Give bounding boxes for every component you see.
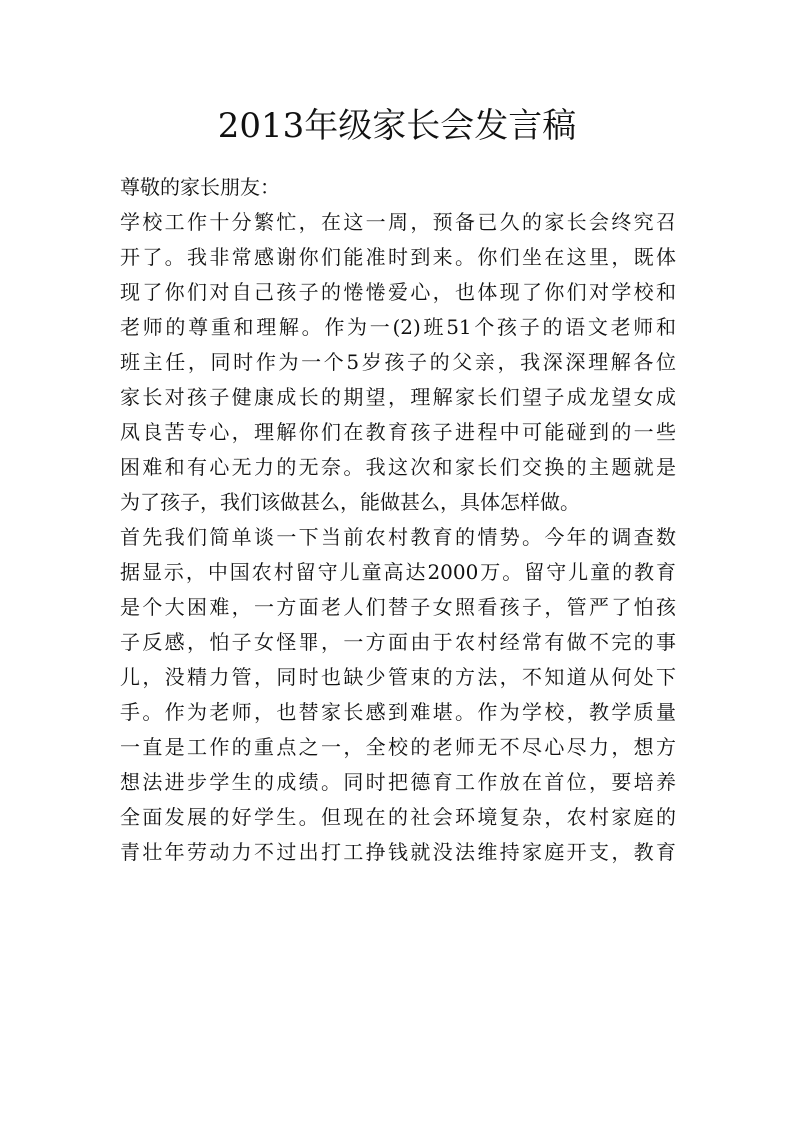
text-line: 首先我们简单谈一下当前农村教育的情势。今年的调查数 [120,525,676,549]
text-line: 家长对孩子健康成长的期望，理解家长们望子成龙望女成 [120,385,676,409]
text-line: 现了你们对自己孩子的惓惓爱心，也体现了你们对学校和 [120,280,676,304]
text-line: 子反感，怕子女怪罪，一方面由于农村经常有做不完的事 [120,630,676,654]
text-line: 困难和有心无力的无奈。我这次和家长们交换的主题就是 [120,455,676,479]
salutation-line: 尊敬的家长朋友： [120,175,280,199]
text-line: 老师的尊重和理解。作为一(2)班51个孩子的语文老师和 [120,315,676,339]
text-line: 儿，没精力管，同时也缺少管束的方法，不知道从何处下 [120,665,676,689]
text-line: 手。作为老师，也替家长感到难堪。作为学校，教学质量 [120,700,676,724]
text-line: 想法进步学生的成绩。同时把德育工作放在首位，要培养 [120,770,676,794]
document-title: 2013年级家长会发言稿 [217,106,577,146]
text-line: 开了。我非常感谢你们能准时到来。你们坐在这里，既体 [120,245,676,269]
text-line: 全面发展的好学生。但现在的社会环境复杂，农村家庭的 [120,805,676,829]
text-line: 是个大困难，一方面老人们替子女照看孩子，管严了怕孩 [120,595,676,619]
text-line: 班主任，同时作为一个5岁孩子的父亲，我深深理解各位 [120,350,676,374]
document-body [120,170,676,870]
text-line: 一直是工作的重点之一，全校的老师无不尽心尽力，想方 [120,735,676,759]
text-line: 凤良苦专心，理解你们在教育孩子进程中可能碰到的一些 [120,420,676,444]
text-line: 青壮年劳动力不过出打工挣钱就没法维持家庭开支，教育 [120,840,676,864]
text-line: 据显示，中国农村留守儿童高达2000万。留守儿童的教育 [120,560,676,584]
text-line: 为了孩子，我们该做甚么，能做甚么，具体怎样做。 [120,490,580,514]
text-line: 学校工作十分繁忙，在这一周，预备已久的家长会终究召 [120,210,676,234]
